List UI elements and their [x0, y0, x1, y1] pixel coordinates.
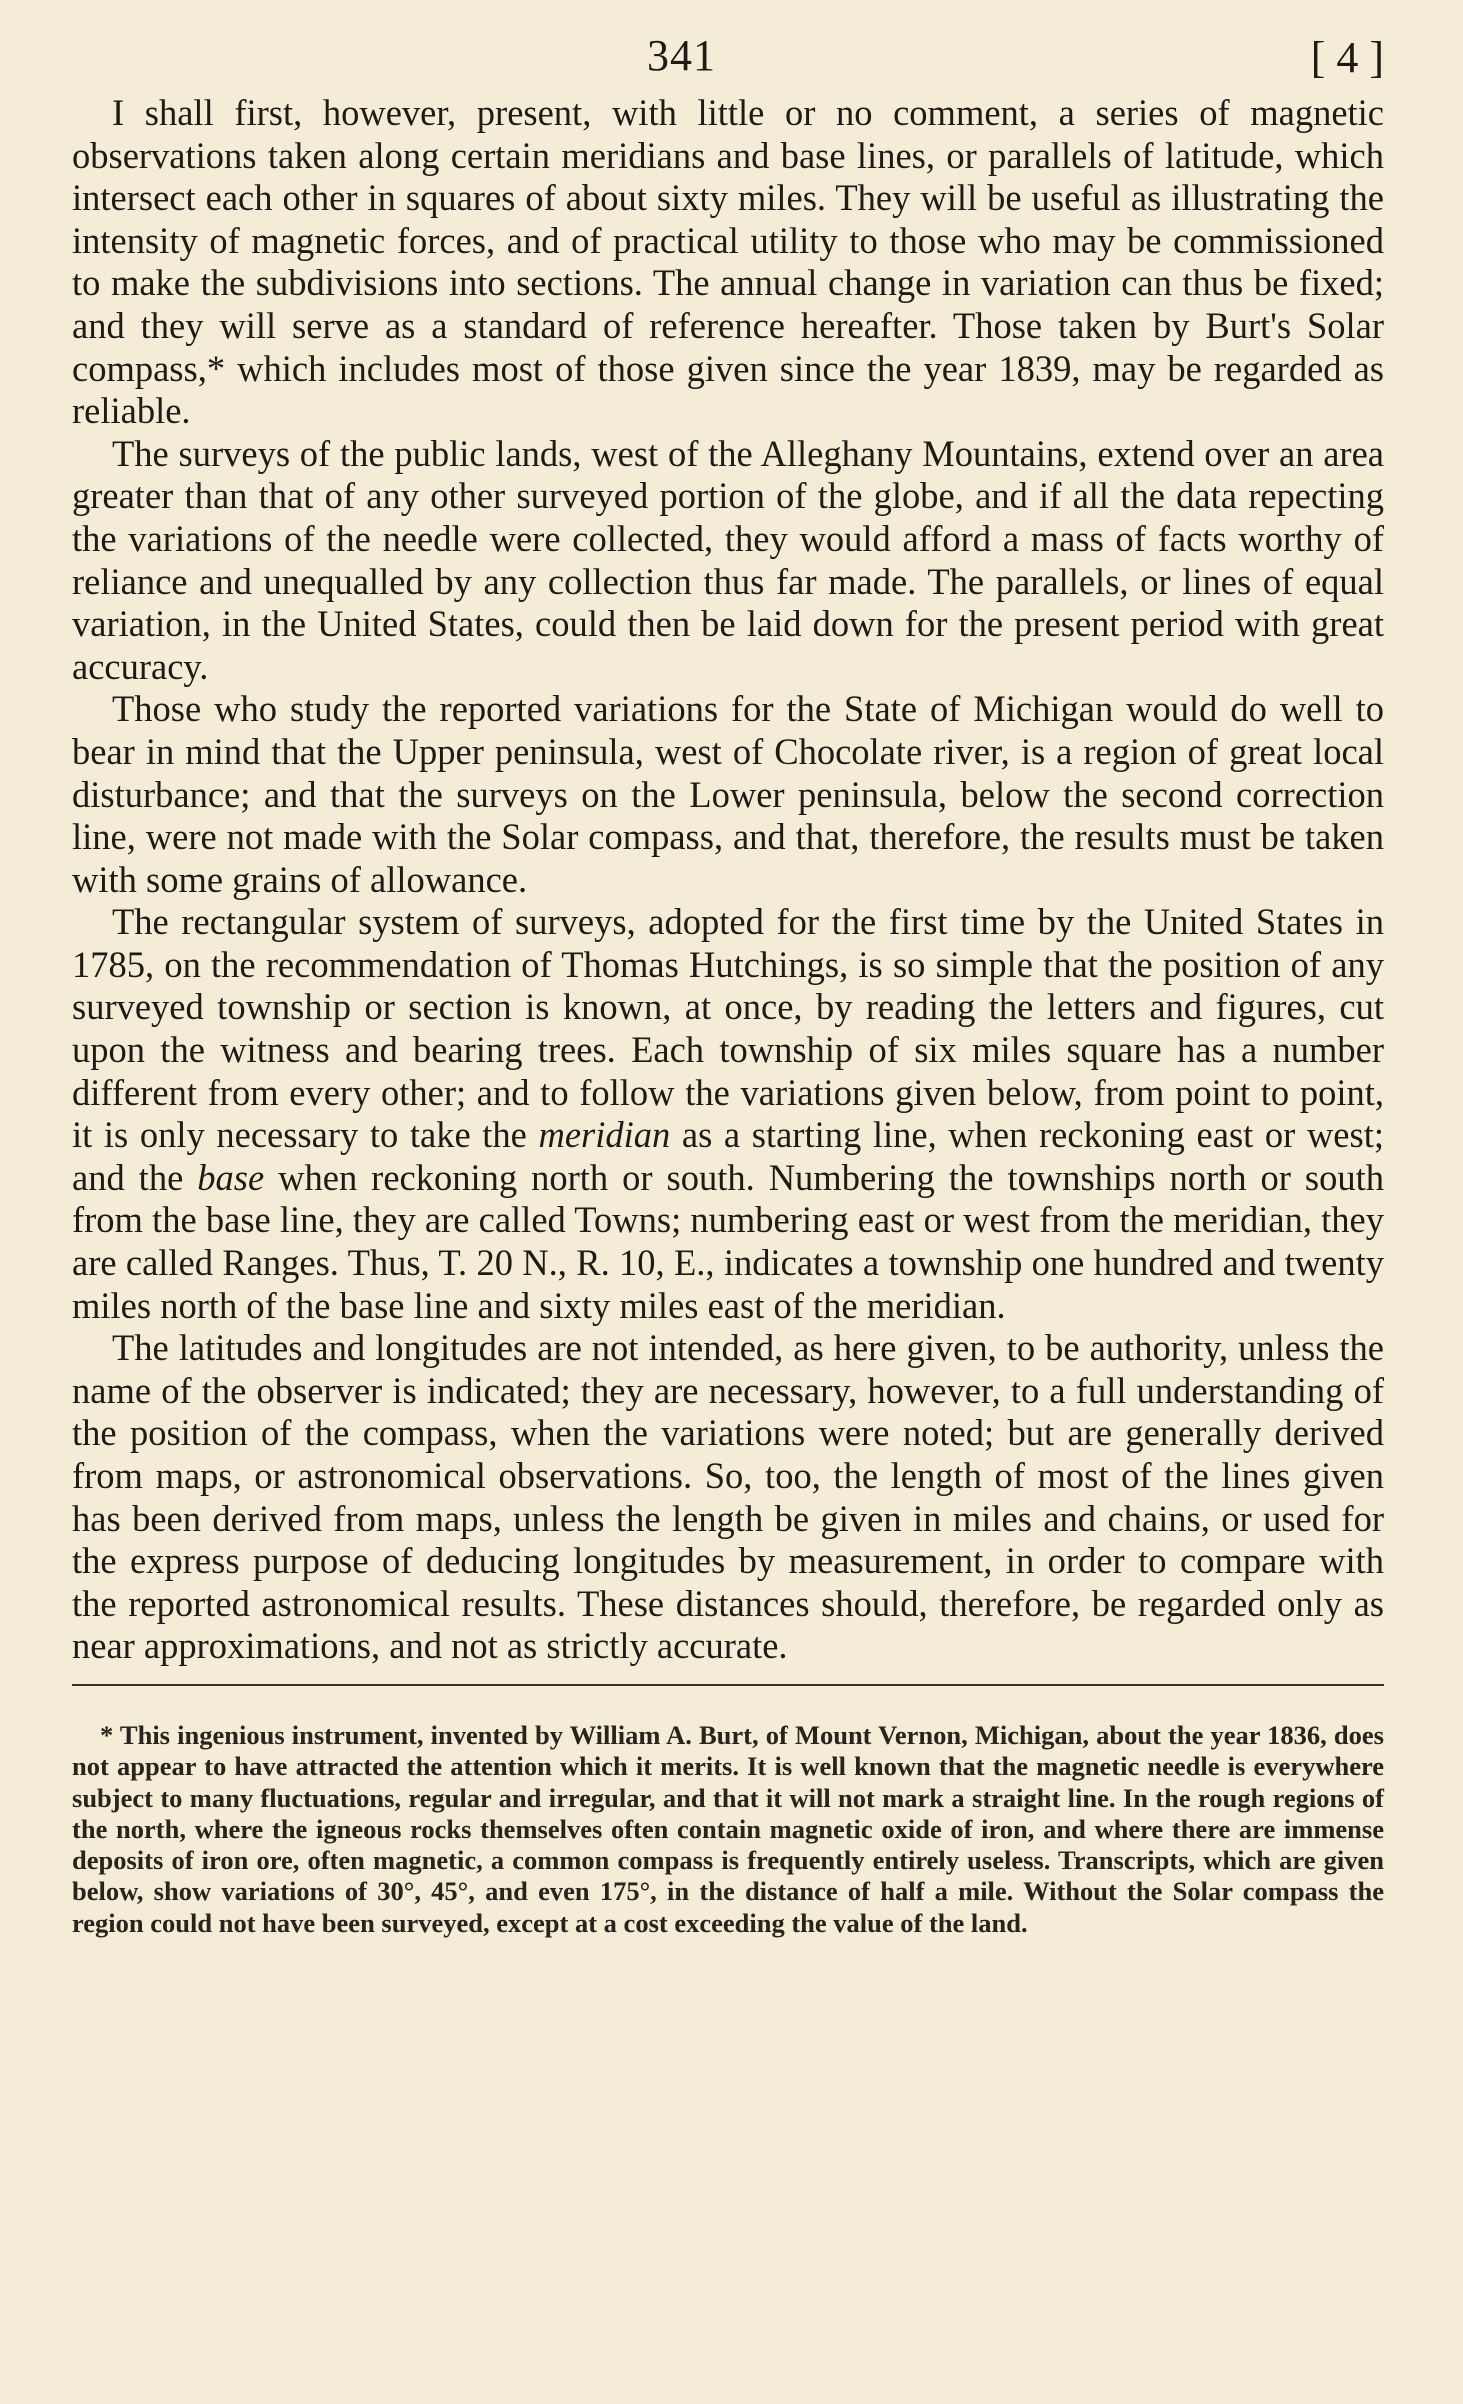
page-header	[72, 30, 1384, 92]
body-text	[72, 92, 1384, 1668]
term-base: base	[197, 1156, 265, 1198]
paragraph-4-part-2: as a starting line, when reckoning east or west; and the	[72, 1114, 1384, 1198]
term-meridian: meridian	[538, 1114, 671, 1156]
paragraph-4	[72, 901, 1384, 1327]
paragraph-3: Those who study the reported variations for the State of Michigan would do well to bear in mind that the Upper peninsula, west of Chocolate river, is a region of great local disturbance; and that the surveys on the Lower peninsula, below the second correction line, were not made with the Solar compass, and that, therefore, the results must be taken with some grains of allowance.	[72, 688, 1384, 900]
signature-mark: [ 4 ]	[1310, 33, 1384, 82]
footnote-divider	[72, 1684, 1384, 1686]
paragraph-2: The surveys of the public lands, west of the Alleghany Mountains, extend over an area greater than that of any other surveyed portion of the globe, and if all the data repecting the variations of the needle were collected, they would afford a mass of facts worthy of reliance and unequalled by any collection thus far made. The parallels, or lines of equal variation, in the United States, could then be laid down for the present period with great accuracy.	[72, 432, 1384, 687]
paragraph-5: The latitudes and longitudes are not intended, as here given, to be authority, unless the name of the observer is indicated; they are necessary, however, to a full understanding of the position of the compass, when the variations were noted; but are generally derived from maps, or astronomical observations. So, too, the length of most of the lines given has been derived from maps, unless the length be given in miles and chains, or used for the express purpose of deducing longitudes by measurement, in order to compare with the reported astronomical results. These distances should, therefore, be regarded only as near approximations, and not as strictly accurate.	[72, 1327, 1384, 1667]
paragraph-4-part-3: when reckoning north or south. Numbering the townships north or south from the base line, they are called Towns; numbering east or west from the meridian, they are called Ranges. Thus, T. 20 N., R. 10, E., indicates a township one hundred and twenty miles north of the base line and sixty miles east of the meridian.	[72, 1156, 1385, 1326]
page-number: 341	[647, 31, 716, 80]
paragraph-4-part-1: The rectangular system of surveys, adopted for the first time by the United States in 1785, on the recommendation of Thomas Hutchings, is so simple that the position of any surveyed township or section is known, at once, by reading the letters and figures, cut upon the witness and bearing trees. Each township of six miles square has a number different from every other; and to follow the variations given below, from point to point, it is only necessary to take the	[72, 901, 1384, 1156]
footnote: * This ingenious instrument, invented by William A. Burt, of Mount Vernon, Michigan, about the year 1836, does not appear to have attracted the attention which it merits. It is well known that the magnetic needle is everywhere subject to many fluctuations, regular and irregular, and that it will not mark a straight line. In the rough regions of the north, where the igneous rocks themselves often contain magnetic oxide of iron, and where there are immense deposits of iron ore, often magnetic, a common compass is frequently entirely useless. Transcripts, which are given below, show variations of 30°, 45°, and even 175°, in the distance of half a mile. Without the Solar compass the region could not have been surveyed, except at a cost exceeding the value of the land.	[72, 1719, 1384, 1938]
document-page	[72, 30, 1384, 1939]
paragraph-1: I shall first, however, present, with little or no comment, a series of magnetic observations taken along certain meridians and base lines, or parallels of latitude, which intersect each other in squares of about sixty miles. They will be useful as illustrating the intensity of magnetic forces, and of practical utility to those who may be commissioned to make the subdivisions into sections. The annual change in variation can thus be fixed; and they will serve as a standard of reference hereafter. Those taken by Burt's Solar compass,* which includes most of those given since the year 1839, may be regarded as reliable.	[72, 92, 1384, 432]
